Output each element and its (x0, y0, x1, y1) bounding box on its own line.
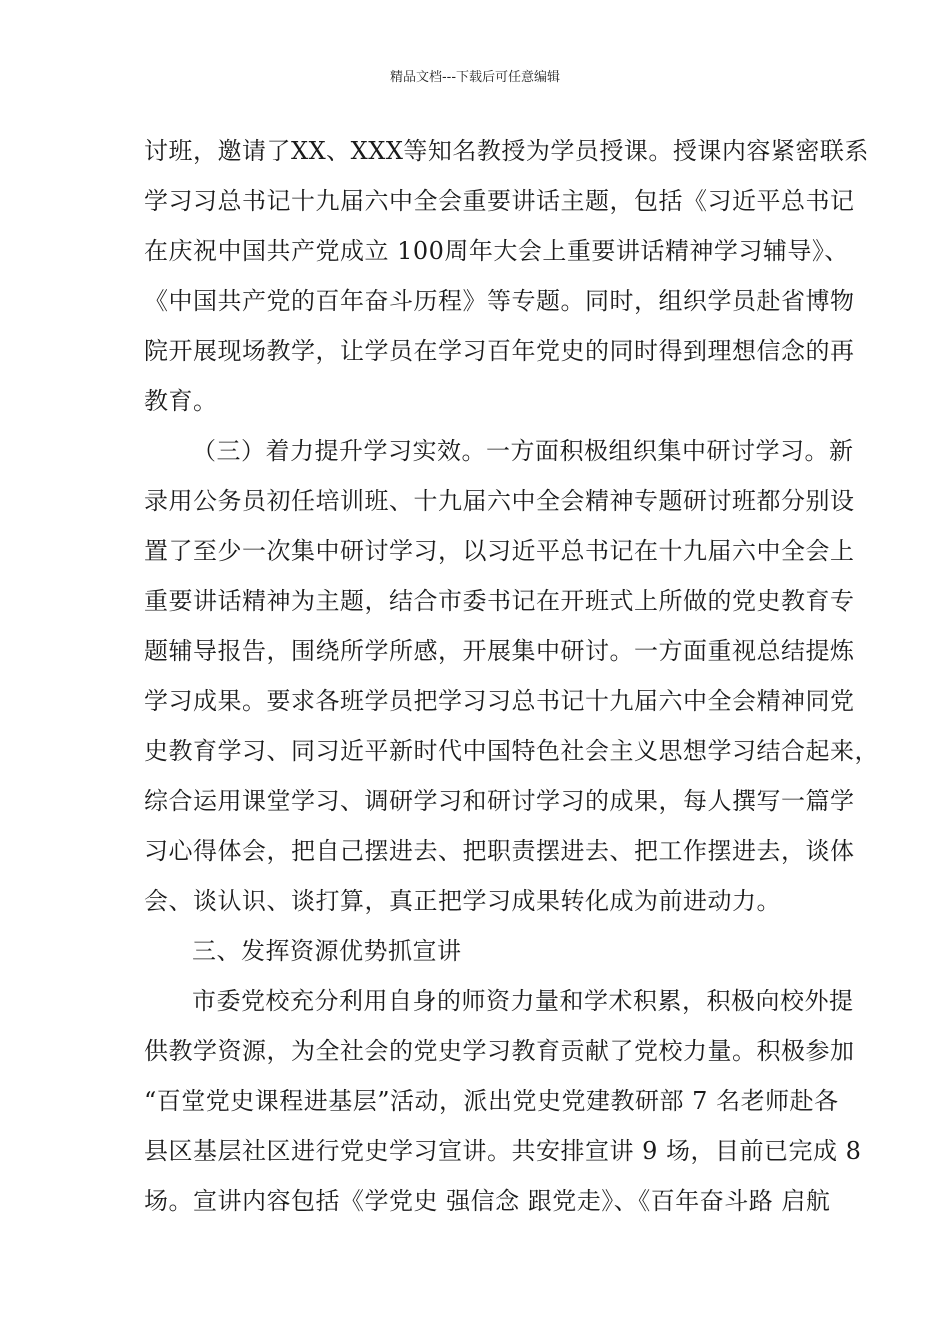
text-line: 教育。 (144, 387, 218, 415)
text-line: 习心得体会，把自己摆进去、把职责摆进去、把工作摆进去，谈体 (144, 837, 855, 865)
text-line: 供教学资源，为全社会的党史学习教育贡献了党校力量。积极参加 (144, 1037, 855, 1065)
text-line: 在庆祝中国共产党成立 100周年大会上重要讲话精神学习辅导》、 (144, 237, 849, 265)
text-line: 综合运用课堂学习、调研学习和研讨学习的成果，每人撰写一篇学 (144, 787, 855, 815)
text-line: “百堂党史课程进基层”活动，派出党史党建教研部 7 名老师赴各 (144, 1087, 839, 1115)
section-heading: 三、发挥资源优势抓宣讲 (192, 937, 462, 965)
text-line: 录用公务员初任培训班、十九届六中全会精神专题研讨班都分别设 (144, 487, 855, 515)
page-header: 精品文档---下载后可任意编辑 (389, 70, 561, 85)
text-line: 会、谈认识、谈打算，真正把学习成果转化成为前进动力。 (144, 887, 781, 915)
text-line: 学习习总书记十九届六中全会重要讲话主题，包括《习近平总书记 (144, 187, 855, 215)
text-line: 置了至少一次集中研讨学习，以习近平总书记在十九届六中全会上 (144, 537, 855, 565)
text-line: （三）着力提升学习实效。一方面积极组织集中研讨学习。新 (192, 437, 854, 465)
text-line: 史教育学习、同习近平新时代中国特色社会主义思想学习结合起来， (144, 737, 879, 765)
text-line: 讨班，邀请了XX、XXX等知名教授为学员授课。授课内容紧密联系 (144, 137, 869, 165)
text-line: 市委党校充分利用自身的师资力量和学术积累，积极向校外提 (192, 987, 854, 1015)
text-line: 县区基层社区进行党史学习宣讲。共安排宣讲 9 场，目前已完成 8 (144, 1137, 862, 1165)
text-line: 《中国共产党的百年奋斗历程》等专题。同时，组织学员赴省博物 (144, 287, 855, 315)
text-line: 院开展现场教学，让学员在学习百年党史的同时得到理想信念的再 (144, 337, 855, 365)
text-line: 场。宣讲内容包括《学党史 强信念 跟党走》、《百年奋斗路 启航 (144, 1187, 831, 1215)
text-line: 重要讲话精神为主题，结合市委书记在开班式上所做的党史教育专 (144, 587, 855, 615)
text-line: 学习成果。要求各班学员把学习习总书记十九届六中全会精神同党 (144, 687, 855, 715)
text-line: 题辅导报告，围绕所学所感，开展集中研讨。一方面重视总结提炼 (144, 637, 855, 665)
